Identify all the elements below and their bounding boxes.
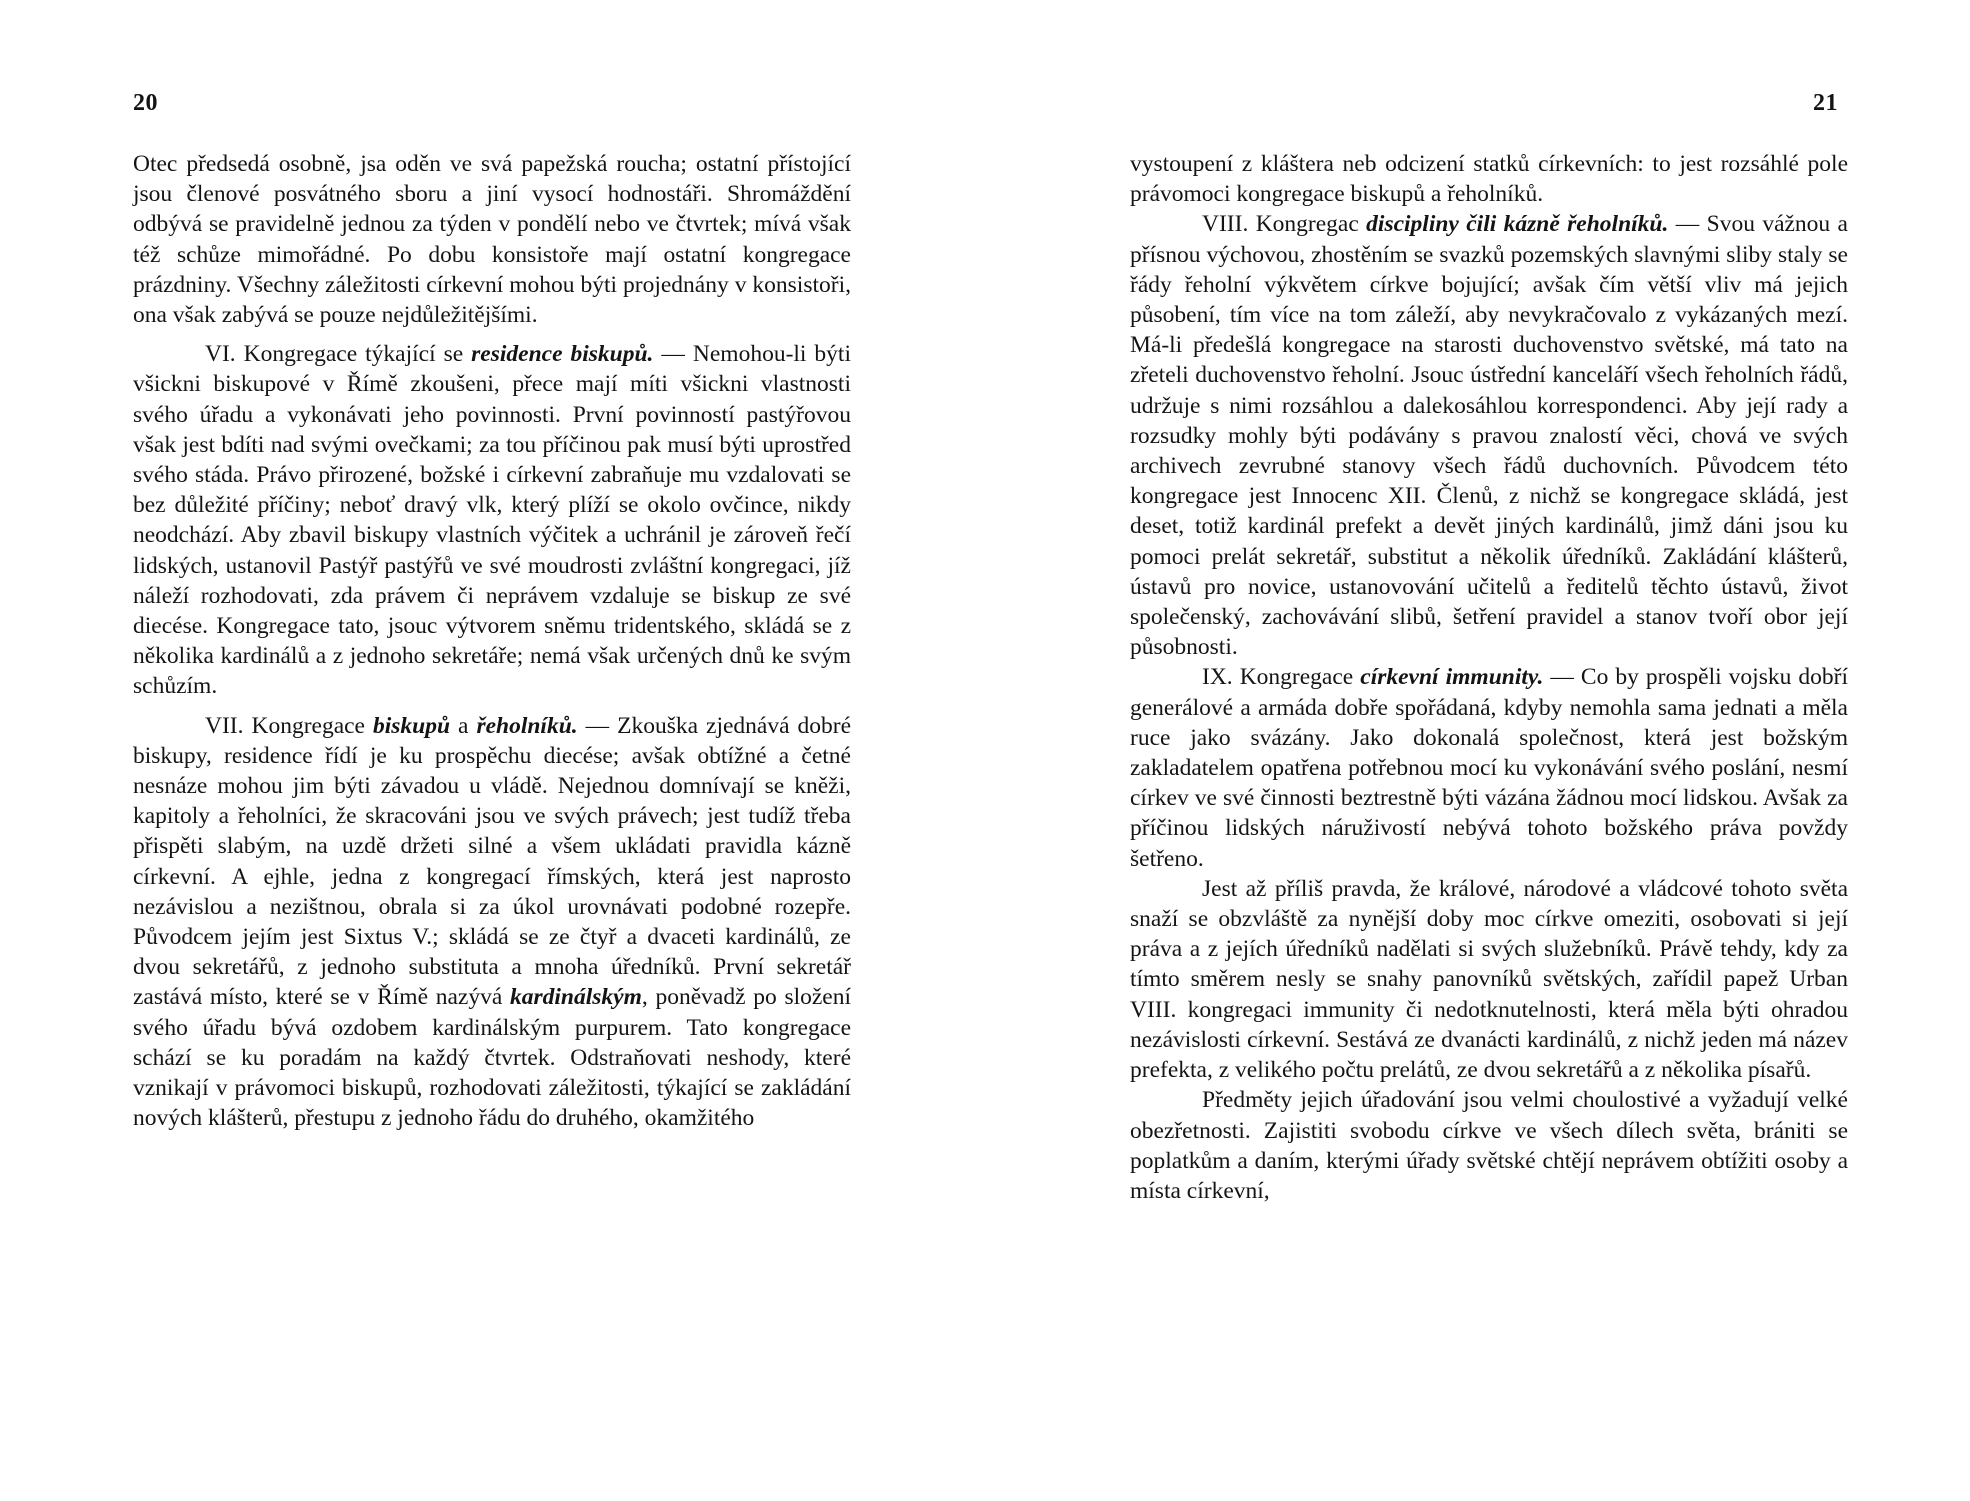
section-title: církevní immunity.: [1360, 664, 1544, 691]
section-heading: VIII. Kongregac: [1202, 211, 1367, 238]
section-title: residence biskupů.: [471, 341, 654, 368]
paragraph-body: — Zkouška zjednává dobré biskupy, residence řídí je ku prospěchu diecése; avšak obtížné a četné nesnáze mohou jim býti závadou u vládě. Nejednou domnívají se kněži, kapitoly a řeholníci, že skracováni jsou ve svých právech; jest tudíž třeba přispěti slabým, na uzdě držeti silné a všem ukládati pravidla kázně církevní. A ejhle, jedna z kongregací římských, která jest naprosto nezávislou a nezištnou, obrala si za úkol urovnávati podobné rozepře. Původcem jejím jest Sixtus V.; skládá se ze čtyř a dvaceti kardinálů, ze dvou sekretářů, z jednoho substituta a mnoha úředníků. První sekretář zastává místo, které se v Římě nazývá: [133, 712, 851, 1011]
emphasized-term: kardinálským: [510, 984, 642, 1011]
paragraph: Předměty jejich úřadování jsou velmi choulostivé a vyžadují velké obezřetnosti. Zajistiti svobodu církve ve všech dílech světa, brániti se poplatkům a daním, kterými úřady světské chtějí neprávem obtížiti osoby a místa církevní,: [1130, 1087, 1848, 1204]
section-title-2: řeholníků.: [476, 712, 578, 739]
paragraph-section-viii: [1130, 209, 1848, 662]
paragraph-body: — Nemohou-li býti všickni biskupové v Římě zkoušeni, přece mají míti všickni vlastnosti svého úřadu a vykonávati jeho povinnosti. První povinností pastýřovou však jest bdíti nad svými ovečkami; za tou příčinou pak musí býti uprostřed svého stáda. Právo přirozené, božské i církevní zabraňuje mu vzdalovati se bez důležité příčiny; neboť dravý vlk, který plíží se okolo ovčince, nikdy neodchází. Aby zbavil biskupy vlastních výčitek a uchránil je zároveň řečí lidských, ustanovil Pastýř pastýřů ve své moudrosti zvláštní kongregaci, jíž náleží rozhodovati, zda právem či neprávem vzdaluje se biskup ze své diecése. Kongregace tato, jsouc výtvorem sněmu tridentského, skládá se z několika kardinálů a z jednoho sekretáře; nemá však určených dnů ke svým schůzím.: [133, 341, 851, 700]
section-heading: VI. Kongregace týkající se: [205, 341, 472, 368]
paragraph-body: — Svou vážnou a přísnou výchovou, zhostěním se svazků pozemských slavnými sliby staly se řády řeholní výkvětem církve bojující; avšak čím větší vliv má jejich působení, tím více na tom záleží, aby nevykračovalo z vykázaných mezí. Má-li předešlá kongregace na starosti duchovenstvo světské, má tato na zřeteli duchovenstvo řeholní. Jsouc ústřední kanceláří všech řeholních řádů, udržuje s nimi rozsáhlou a dalekosáhlou korrespondenci. Aby její rady a rozsudky mohly býti podávány s pravou znalostí věci, chová ve svých archivech zevrubné stanovy všech řádů duchovních. Původcem této kongregace jest Innocenc XII. Členů, z nichž se kongregace skládá, jest deset, totiž kardinál prefekt a devět jiných kardinálů, jimž dáni jsou ku pomoci prelát sekretář, substitut a několik úředníků. Zakládání klášterů, ústavů pro novice, ustanovování učitelů a ředitelů těchto ústavů, život společenský, zachovávání slibů, šetření pravidel a stanov tvoří obor její působnosti.: [1130, 211, 1848, 661]
paragraph-section-vii: [133, 711, 851, 1134]
section-heading: VII. Kongregace: [205, 712, 373, 739]
section-heading: IX. Kongregace: [1202, 664, 1361, 691]
page-number: 21: [1813, 90, 1838, 116]
paragraph-section-ix: [1130, 662, 1848, 873]
paragraph-body: — Co by prospěli vojsku dobří generálové a armáda dobře spořádaná, kdyby nemohla sama jednati a měla ruce jako svázány. Jako dokonalá společnost, která jest božským zakladatelem opatřena potřebnou mocí ku vykonávání svého poslání, nesmí církev ve své činnosti beztrestně býti vázána žádnou mocí lidskou. Avšak za příčinou lidských náruživostí nebývá tohoto božského práva povždy šetřeno.: [1130, 664, 1848, 872]
paragraph: Otec předsedá osobně, jsa oděn ve svá papežská roucha; ostatní přístojící jsou členové posvátného sboru a jiní vysocí hodnostáři. Shromáždění odbývá se pravidelně jednou za týden v pondělí nebo ve čtvrtek; mívá však též schůze mimořádné. Po dobu konsistoře mají ostatní kongregace prázdniny. Všechny záležitosti církevní mohou býti projednány v konsistoři, ona však zabývá se pouze nejdůležitějšími.: [133, 151, 851, 329]
section-title: discipliny čili kázně řeholníků.: [1366, 211, 1669, 238]
section-heading-joiner: a: [450, 712, 477, 739]
text-column: [133, 149, 851, 1134]
section-title: biskupů: [372, 712, 451, 739]
page-number: 20: [133, 90, 158, 116]
paragraph-section-vi: [133, 339, 851, 701]
paragraph: vystoupení z kláštera neb odcizení statků církevních: to jest rozsáhlé pole právomoci kongregace biskupů a řeholníků.: [1130, 151, 1848, 208]
right-page: [985, 0, 1970, 1501]
paragraph-body-tail: , poněvadž po složení svého úřadu bývá ozdobem kardinálským purpurem. Tato kongregace schází se ku poradám na každý čtvrtek. Odstraňovati neshody, které vznikají v právomoci biskupů, rozhodovati záležitosti, týkající se zakládání nových klášterů, přestupu z jednoho řádu do druhého, okamžitého: [133, 984, 852, 1132]
text-column: [1130, 149, 1848, 1206]
paragraph: Jest až příliš pravda, že králové, národové a vládcové tohoto světa snaží se obzvláště za nynější doby moc církve omeziti, osobovati si její práva a z jejích úředníků nadělati si svých služebníků. Právě tehdy, kdy za tímto směrem nesly se snahy panovníků světských, zařídil papež Urban VIII. kongregaci immunity či nedotknutelnosti, která měla býti ohradou nezávislosti církevní. Sestává ze dvanácti kardinálů, z nichž jeden má název prefekta, z velikého počtu prelátů, ze dvou sekretářů a z několika písařů.: [1130, 875, 1848, 1084]
